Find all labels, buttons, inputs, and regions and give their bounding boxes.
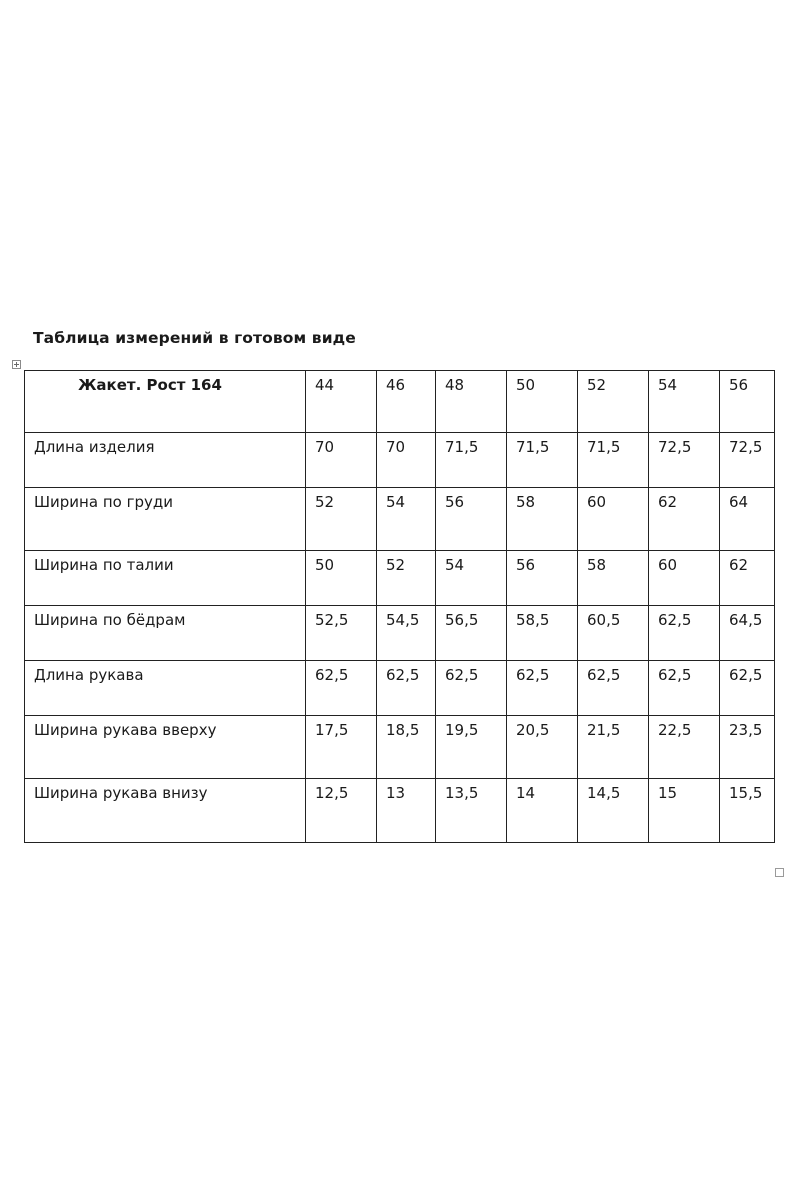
table-cell: 56 <box>507 551 578 606</box>
row-label: Длина изделия <box>25 433 306 488</box>
table-row <box>25 433 775 488</box>
table-cell: 62,5 <box>377 661 436 716</box>
table-cell: 56 <box>436 488 507 551</box>
table-cell: 12,5 <box>306 779 377 843</box>
table-row <box>25 488 775 551</box>
table-row <box>25 779 775 843</box>
measurements-table <box>24 370 775 843</box>
table-cell: 71,5 <box>578 433 649 488</box>
size-header-cell: 54 <box>649 371 720 433</box>
table-cell: 62,5 <box>649 606 720 661</box>
table-header-title: Жакет. Рост 164 <box>25 371 306 433</box>
row-label: Ширина по бёдрам <box>25 606 306 661</box>
row-label: Длина рукава <box>25 661 306 716</box>
table-cell: 56,5 <box>436 606 507 661</box>
table-cell: 13 <box>377 779 436 843</box>
table-row <box>25 551 775 606</box>
table-cell: 71,5 <box>507 433 578 488</box>
table-cell: 15 <box>649 779 720 843</box>
table-cell: 18,5 <box>377 716 436 779</box>
table-cell: 23,5 <box>720 716 775 779</box>
table-cell: 60 <box>649 551 720 606</box>
table-header-row <box>25 371 775 433</box>
table-cell: 15,5 <box>720 779 775 843</box>
size-header-cell: 52 <box>578 371 649 433</box>
table-cell: 14 <box>507 779 578 843</box>
table-cell: 58 <box>578 551 649 606</box>
table-cell: 62,5 <box>507 661 578 716</box>
table-cell: 22,5 <box>649 716 720 779</box>
table-cell: 54 <box>436 551 507 606</box>
document-title: Таблица измерений в готовом виде <box>33 329 356 347</box>
table-cell: 58 <box>507 488 578 551</box>
table-cell: 71,5 <box>436 433 507 488</box>
table-cell: 54 <box>377 488 436 551</box>
size-header-cell: 50 <box>507 371 578 433</box>
table-cell: 54,5 <box>377 606 436 661</box>
size-header-cell: 46 <box>377 371 436 433</box>
table-cell: 60 <box>578 488 649 551</box>
table-row <box>25 606 775 661</box>
table-cell: 64,5 <box>720 606 775 661</box>
table-cell: 62 <box>649 488 720 551</box>
table-row <box>25 661 775 716</box>
row-label: Ширина по талии <box>25 551 306 606</box>
table-cell: 62,5 <box>649 661 720 716</box>
table-cell: 62,5 <box>306 661 377 716</box>
table-cell: 52 <box>306 488 377 551</box>
row-label: Ширина по груди <box>25 488 306 551</box>
table-row <box>25 716 775 779</box>
table-cell: 70 <box>377 433 436 488</box>
table-cell: 62,5 <box>578 661 649 716</box>
table-cell: 72,5 <box>720 433 775 488</box>
table-cell: 62,5 <box>720 661 775 716</box>
size-header-cell: 48 <box>436 371 507 433</box>
table-cell: 14,5 <box>578 779 649 843</box>
table-cell: 50 <box>306 551 377 606</box>
table-cell: 17,5 <box>306 716 377 779</box>
table-cell: 52,5 <box>306 606 377 661</box>
table-cell: 72,5 <box>649 433 720 488</box>
table-cell: 13,5 <box>436 779 507 843</box>
table-cell: 60,5 <box>578 606 649 661</box>
table-cell: 19,5 <box>436 716 507 779</box>
size-header-cell: 44 <box>306 371 377 433</box>
table-cell: 62,5 <box>436 661 507 716</box>
table-resize-handle-icon[interactable] <box>775 868 784 877</box>
table-cell: 52 <box>377 551 436 606</box>
row-label: Ширина рукава вверху <box>25 716 306 779</box>
table-cell: 58,5 <box>507 606 578 661</box>
row-label: Ширина рукава внизу <box>25 779 306 843</box>
table-move-handle-icon[interactable] <box>12 360 21 369</box>
table-cell: 21,5 <box>578 716 649 779</box>
table-cell: 62 <box>720 551 775 606</box>
table-cell: 20,5 <box>507 716 578 779</box>
table-cell: 64 <box>720 488 775 551</box>
size-header-cell: 56 <box>720 371 775 433</box>
table-cell: 70 <box>306 433 377 488</box>
